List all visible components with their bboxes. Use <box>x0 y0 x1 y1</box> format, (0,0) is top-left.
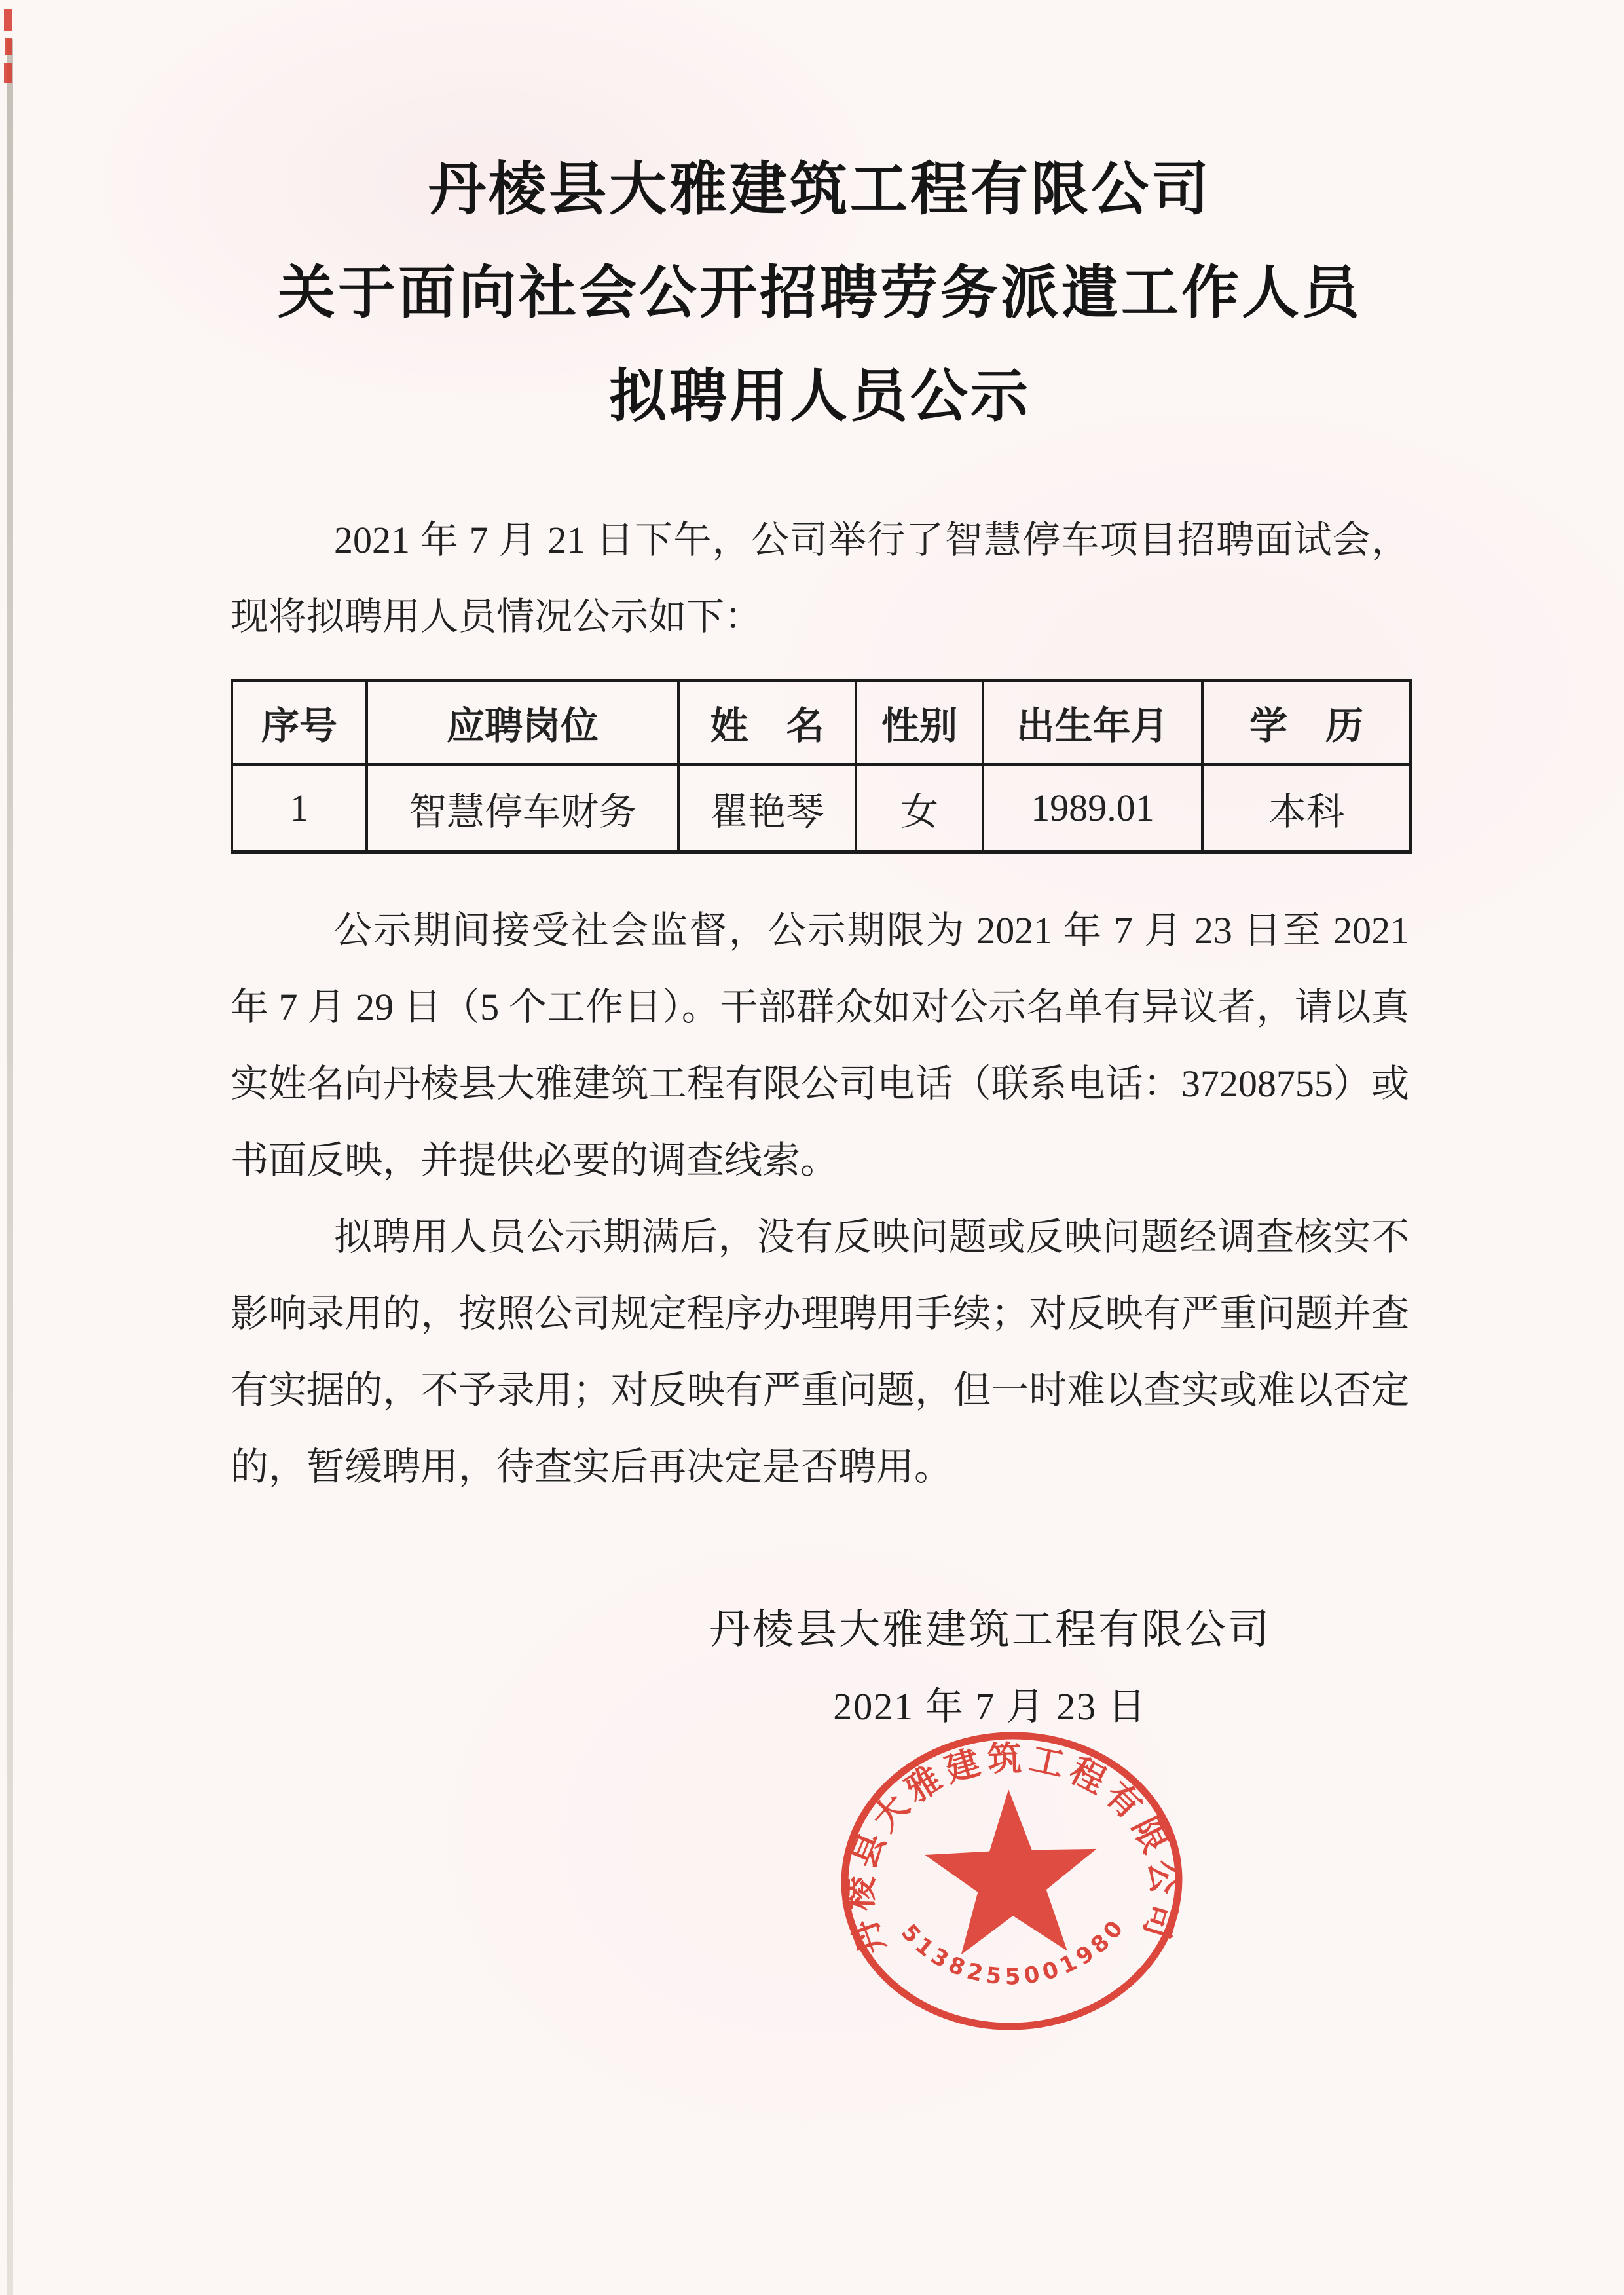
table-row <box>232 764 1411 852</box>
seal-company-text: 丹棱县大雅建筑工程有限公司 <box>841 1740 1183 1959</box>
seal-code: 5138255001980 <box>896 1912 1132 1990</box>
signature-company: 丹棱县大雅建筑工程有限公司 <box>709 1607 1271 1652</box>
title-line-subject: 关于面向社会公开招聘劳务派遣工作人员 <box>277 262 1362 326</box>
cell-no: 1 <box>232 764 367 852</box>
title-line-notice: 拟聘用人员公示 <box>608 365 1031 429</box>
table-header-row <box>232 681 1411 764</box>
col-header-education: 学 历 <box>1202 681 1411 764</box>
svg-text:5138255001980 <box>895 1912 1133 1994</box>
document-content <box>231 0 1409 1740</box>
candidates-table <box>231 679 1412 854</box>
scan-red-mark <box>4 9 12 31</box>
title-line-company: 丹棱县大雅建筑工程有限公司 <box>428 159 1211 222</box>
cell-position: 智慧停车财务 <box>367 764 678 852</box>
paragraph-procedure: 拟聘用人员公示期满后，没有反映问题或反映问题经调查核实不影响录用的，按照公司规定程序办理聘用手续；对反映有严重问题并查有实据的，不予录用；对反映有严重问题，但一时难以查实或难以否定的，暂缓聘用，待查实后再决定是否聘用。 <box>231 1216 1409 1488</box>
seal-star-icon <box>923 1787 1100 1956</box>
signature-block <box>231 1597 1409 1740</box>
paragraph-intro: 2021 年 7 月 21 日下午，公司举行了智慧停车项目招聘面试会，现将拟聘用人员情况公示如下： <box>231 519 1409 638</box>
scan-edge-line <box>7 39 13 2295</box>
cell-gender: 女 <box>856 764 983 852</box>
signature-date: 2021 年 7 月 23 日 <box>833 1685 1147 1728</box>
cell-birth: 1989.01 <box>983 764 1202 852</box>
scan-red-mark <box>4 63 12 83</box>
col-header-gender: 性别 <box>856 681 983 764</box>
col-header-position: 应聘岗位 <box>367 681 678 764</box>
col-header-birth: 出生年月 <box>983 681 1202 764</box>
cell-name: 瞿艳琴 <box>678 764 856 852</box>
cell-education: 本科 <box>1202 764 1411 852</box>
document-title <box>231 139 1409 449</box>
col-header-no: 序号 <box>232 681 367 764</box>
paragraph-supervision: 公示期间接受社会监督，公示期限为 2021 年 7 月 23 日至 2021 年 7 月 29 日（5 个工作日）。干部群众如对公示名单有异议者，请以真实姓名向丹棱县大雅建筑工程有限公司电话（联系电话：37208755）或书面反映，并提供必要的调查线索。 <box>231 909 1409 1182</box>
scan-red-mark <box>5 38 12 55</box>
col-header-name: 姓 名 <box>678 681 856 764</box>
company-seal <box>832 1725 1192 2038</box>
